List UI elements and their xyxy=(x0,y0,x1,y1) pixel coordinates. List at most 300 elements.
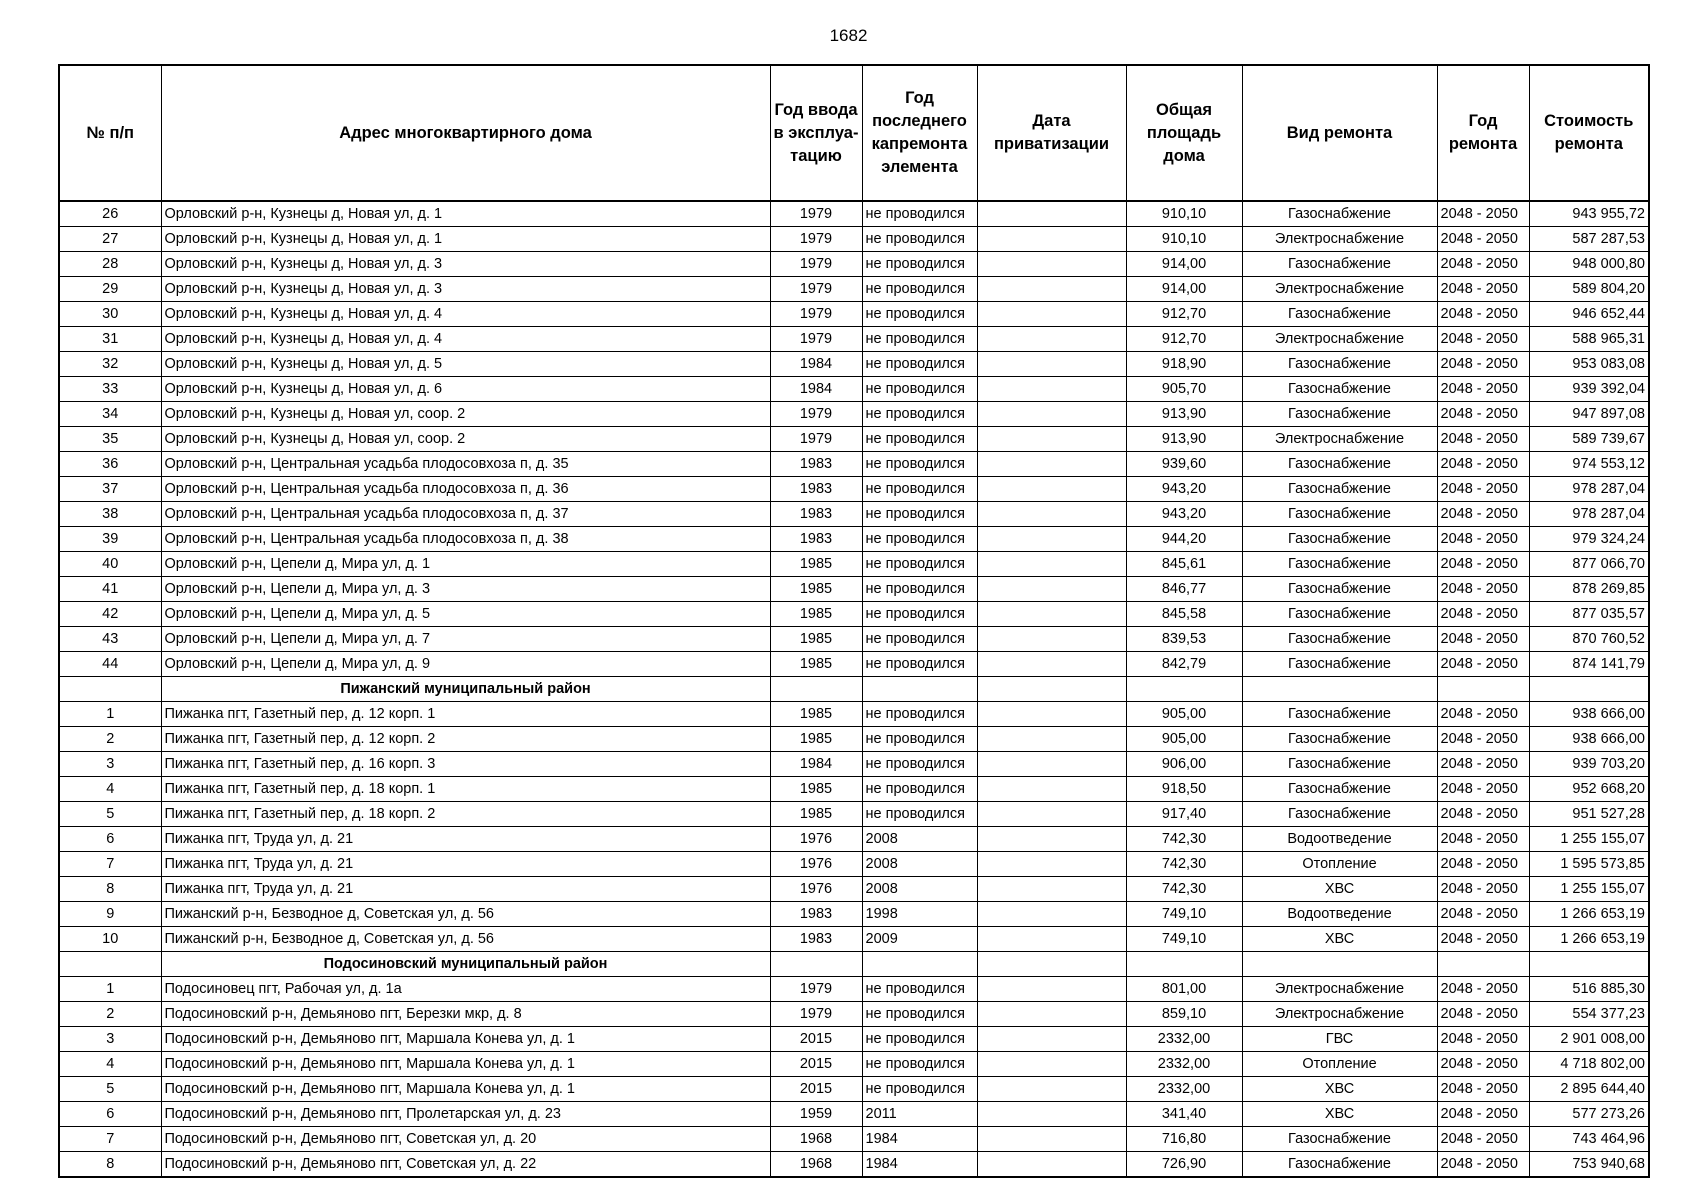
table-body xyxy=(59,201,1649,1177)
cell-last-repair: не проводился xyxy=(862,227,977,252)
cell-address: Пижанка пгт, Газетный пер, д. 18 корп. 2 xyxy=(161,802,770,827)
cell-repair-year: 2048 - 2050 xyxy=(1437,802,1529,827)
header-num: № п/п xyxy=(59,65,161,201)
cell-privatization xyxy=(977,527,1126,552)
cell-num: 42 xyxy=(59,602,161,627)
cell-area: 845,61 xyxy=(1126,552,1242,577)
cell-repair-year: 2048 - 2050 xyxy=(1437,902,1529,927)
cell-cost: 938 666,00 xyxy=(1529,702,1649,727)
cell-repair-type: ХВС xyxy=(1242,877,1437,902)
table-row xyxy=(59,702,1649,727)
cell-repair-year: 2048 - 2050 xyxy=(1437,201,1529,227)
cell-num: 28 xyxy=(59,252,161,277)
cell-area: 2332,00 xyxy=(1126,1077,1242,1102)
cell-year-built: 1979 xyxy=(770,227,862,252)
cell-repair-type: Водоотведение xyxy=(1242,902,1437,927)
cell-num: 1 xyxy=(59,977,161,1002)
cell-year-built: 2015 xyxy=(770,1052,862,1077)
cell-cost: 979 324,24 xyxy=(1529,527,1649,552)
cell-num: 44 xyxy=(59,652,161,677)
cell-num: 43 xyxy=(59,627,161,652)
empty-cell xyxy=(1437,952,1529,977)
cell-privatization xyxy=(977,302,1126,327)
cell-repair-year: 2048 - 2050 xyxy=(1437,1027,1529,1052)
cell-area: 905,00 xyxy=(1126,702,1242,727)
cell-cost: 587 287,53 xyxy=(1529,227,1649,252)
cell-address: Пижанский р-н, Безводное д, Советская ул, д. 56 xyxy=(161,927,770,952)
table-row xyxy=(59,552,1649,577)
cell-repair-type: Электроснабжение xyxy=(1242,977,1437,1002)
cell-year-built: 1979 xyxy=(770,427,862,452)
cell-year-built: 2015 xyxy=(770,1027,862,1052)
cell-cost: 516 885,30 xyxy=(1529,977,1649,1002)
cell-repair-type: Газоснабжение xyxy=(1242,477,1437,502)
cell-repair-type: Газоснабжение xyxy=(1242,802,1437,827)
cell-area: 910,10 xyxy=(1126,201,1242,227)
empty-cell xyxy=(1126,952,1242,977)
cell-year-built: 1985 xyxy=(770,652,862,677)
empty-cell xyxy=(1126,677,1242,702)
cell-privatization xyxy=(977,201,1126,227)
cell-repair-year: 2048 - 2050 xyxy=(1437,602,1529,627)
table-row xyxy=(59,802,1649,827)
header-privatization: Дата приватизации xyxy=(977,65,1126,201)
cell-year-built: 1985 xyxy=(770,602,862,627)
cell-repair-year: 2048 - 2050 xyxy=(1437,327,1529,352)
cell-cost: 939 703,20 xyxy=(1529,752,1649,777)
table-row xyxy=(59,277,1649,302)
cell-last-repair: не проводился xyxy=(862,477,977,502)
cell-repair-year: 2048 - 2050 xyxy=(1437,977,1529,1002)
cell-privatization xyxy=(977,502,1126,527)
cell-repair-type: Газоснабжение xyxy=(1242,777,1437,802)
table-row xyxy=(59,602,1649,627)
cell-num: 10 xyxy=(59,927,161,952)
empty-cell xyxy=(977,952,1126,977)
cell-area: 944,20 xyxy=(1126,527,1242,552)
table-row xyxy=(59,577,1649,602)
cell-repair-type: Электроснабжение xyxy=(1242,1002,1437,1027)
cell-last-repair: 2008 xyxy=(862,827,977,852)
cell-last-repair: не проводился xyxy=(862,452,977,477)
cell-year-built: 2015 xyxy=(770,1077,862,1102)
cell-address: Орловский р-н, Кузнецы д, Новая ул, д. 5 xyxy=(161,352,770,377)
cell-num: 8 xyxy=(59,877,161,902)
cell-num: 39 xyxy=(59,527,161,552)
cell-cost: 978 287,04 xyxy=(1529,502,1649,527)
cell-repair-year: 2048 - 2050 xyxy=(1437,527,1529,552)
header-year-built: Год ввода в эксплуа-тацию xyxy=(770,65,862,201)
cell-cost: 4 718 802,00 xyxy=(1529,1052,1649,1077)
cell-address: Пижанка пгт, Газетный пер, д. 16 корп. 3 xyxy=(161,752,770,777)
cell-repair-year: 2048 - 2050 xyxy=(1437,227,1529,252)
section-header-row xyxy=(59,952,1649,977)
cell-last-repair: не проводился xyxy=(862,627,977,652)
cell-area: 742,30 xyxy=(1126,827,1242,852)
cell-address: Орловский р-н, Кузнецы д, Новая ул, д. 3 xyxy=(161,277,770,302)
cell-repair-type: Электроснабжение xyxy=(1242,277,1437,302)
cell-num: 36 xyxy=(59,452,161,477)
cell-last-repair: 1984 xyxy=(862,1127,977,1152)
cell-last-repair: не проводился xyxy=(862,652,977,677)
cell-last-repair: не проводился xyxy=(862,1027,977,1052)
cell-address: Орловский р-н, Кузнецы д, Новая ул, д. 3 xyxy=(161,252,770,277)
table-header-row xyxy=(59,65,1649,201)
cell-last-repair: не проводился xyxy=(862,352,977,377)
cell-last-repair: не проводился xyxy=(862,252,977,277)
cell-address: Орловский р-н, Цепели д, Мира ул, д. 9 xyxy=(161,652,770,677)
cell-year-built: 1979 xyxy=(770,252,862,277)
cell-year-built: 1979 xyxy=(770,977,862,1002)
cell-repair-year: 2048 - 2050 xyxy=(1437,627,1529,652)
cell-year-built: 1985 xyxy=(770,777,862,802)
cell-repair-year: 2048 - 2050 xyxy=(1437,352,1529,377)
cell-cost: 877 035,57 xyxy=(1529,602,1649,627)
empty-cell xyxy=(770,677,862,702)
cell-repair-type: Газоснабжение xyxy=(1242,1127,1437,1152)
cell-address: Пижанка пгт, Труда ул, д. 21 xyxy=(161,852,770,877)
cell-year-built: 1984 xyxy=(770,352,862,377)
cell-cost: 974 553,12 xyxy=(1529,452,1649,477)
cell-year-built: 1979 xyxy=(770,1002,862,1027)
cell-repair-year: 2048 - 2050 xyxy=(1437,377,1529,402)
cell-cost: 874 141,79 xyxy=(1529,652,1649,677)
cell-last-repair: не проводился xyxy=(862,702,977,727)
cell-privatization xyxy=(977,277,1126,302)
table-row xyxy=(59,452,1649,477)
cell-address: Орловский р-н, Центральная усадьба плодосовхоза п, д. 38 xyxy=(161,527,770,552)
cell-repair-type: Газоснабжение xyxy=(1242,502,1437,527)
header-cost: Стоимость ремонта xyxy=(1529,65,1649,201)
cell-area: 749,10 xyxy=(1126,927,1242,952)
cell-num: 41 xyxy=(59,577,161,602)
cell-repair-type: Электроснабжение xyxy=(1242,327,1437,352)
cell-num: 34 xyxy=(59,402,161,427)
cell-repair-type: Водоотведение xyxy=(1242,827,1437,852)
cell-year-built: 1983 xyxy=(770,452,862,477)
table-row xyxy=(59,502,1649,527)
cell-privatization xyxy=(977,252,1126,277)
cell-last-repair: не проводился xyxy=(862,527,977,552)
cell-cost: 952 668,20 xyxy=(1529,777,1649,802)
cell-year-built: 1968 xyxy=(770,1127,862,1152)
cell-repair-type: Газоснабжение xyxy=(1242,727,1437,752)
cell-cost: 577 273,26 xyxy=(1529,1102,1649,1127)
cell-privatization xyxy=(977,752,1126,777)
cell-privatization xyxy=(977,602,1126,627)
cell-repair-type: ХВС xyxy=(1242,1077,1437,1102)
cell-repair-year: 2048 - 2050 xyxy=(1437,277,1529,302)
cell-cost: 939 392,04 xyxy=(1529,377,1649,402)
cell-address: Орловский р-н, Кузнецы д, Новая ул, соор. 2 xyxy=(161,427,770,452)
table-row xyxy=(59,352,1649,377)
cell-repair-year: 2048 - 2050 xyxy=(1437,427,1529,452)
cell-year-built: 1976 xyxy=(770,827,862,852)
cell-repair-type: Газоснабжение xyxy=(1242,552,1437,577)
cell-year-built: 1985 xyxy=(770,552,862,577)
cell-cost: 946 652,44 xyxy=(1529,302,1649,327)
housing-repair-table xyxy=(58,64,1650,1178)
cell-year-built: 1984 xyxy=(770,752,862,777)
cell-address: Орловский р-н, Кузнецы д, Новая ул, д. 6 xyxy=(161,377,770,402)
cell-cost: 951 527,28 xyxy=(1529,802,1649,827)
cell-privatization xyxy=(977,1127,1126,1152)
cell-last-repair: не проводился xyxy=(862,602,977,627)
cell-cost: 878 269,85 xyxy=(1529,577,1649,602)
cell-num: 4 xyxy=(59,777,161,802)
cell-address: Подосиновский р-н, Демьяново пгт, Маршала Конева ул, д. 1 xyxy=(161,1077,770,1102)
cell-privatization xyxy=(977,1102,1126,1127)
cell-num: 5 xyxy=(59,1077,161,1102)
cell-cost: 978 287,04 xyxy=(1529,477,1649,502)
cell-area: 845,58 xyxy=(1126,602,1242,627)
cell-cost: 1 266 653,19 xyxy=(1529,927,1649,952)
cell-repair-year: 2048 - 2050 xyxy=(1437,702,1529,727)
cell-cost: 953 083,08 xyxy=(1529,352,1649,377)
cell-repair-year: 2048 - 2050 xyxy=(1437,727,1529,752)
header-repair-type: Вид ремонта xyxy=(1242,65,1437,201)
cell-last-repair: 2008 xyxy=(862,877,977,902)
cell-privatization xyxy=(977,827,1126,852)
cell-area: 726,90 xyxy=(1126,1152,1242,1178)
cell-address: Пижанка пгт, Газетный пер, д. 12 корп. 2 xyxy=(161,727,770,752)
cell-num: 1 xyxy=(59,702,161,727)
cell-area: 2332,00 xyxy=(1126,1052,1242,1077)
table-row xyxy=(59,752,1649,777)
cell-privatization xyxy=(977,902,1126,927)
cell-privatization xyxy=(977,927,1126,952)
cell-privatization xyxy=(977,1052,1126,1077)
cell-last-repair: 2008 xyxy=(862,852,977,877)
cell-num: 30 xyxy=(59,302,161,327)
table-row xyxy=(59,902,1649,927)
cell-year-built: 1979 xyxy=(770,302,862,327)
header-area: Общая площадь дома xyxy=(1126,65,1242,201)
cell-repair-type: Газоснабжение xyxy=(1242,627,1437,652)
cell-num: 3 xyxy=(59,1027,161,1052)
cell-repair-type: Газоснабжение xyxy=(1242,302,1437,327)
cell-area: 742,30 xyxy=(1126,877,1242,902)
cell-repair-year: 2048 - 2050 xyxy=(1437,1002,1529,1027)
cell-repair-type: ХВС xyxy=(1242,927,1437,952)
cell-cost: 1 266 653,19 xyxy=(1529,902,1649,927)
cell-num: 7 xyxy=(59,852,161,877)
cell-address: Подосиновец пгт, Рабочая ул, д. 1а xyxy=(161,977,770,1002)
cell-repair-year: 2048 - 2050 xyxy=(1437,502,1529,527)
cell-num: 31 xyxy=(59,327,161,352)
empty-cell xyxy=(1437,677,1529,702)
table-row xyxy=(59,1077,1649,1102)
cell-area: 912,70 xyxy=(1126,302,1242,327)
section-title: Подосиновский муниципальный район xyxy=(161,952,770,977)
cell-cost: 938 666,00 xyxy=(1529,727,1649,752)
table-row xyxy=(59,1102,1649,1127)
cell-year-built: 1983 xyxy=(770,477,862,502)
cell-privatization xyxy=(977,852,1126,877)
cell-cost: 743 464,96 xyxy=(1529,1127,1649,1152)
cell-num: 9 xyxy=(59,902,161,927)
cell-privatization xyxy=(977,627,1126,652)
cell-num: 5 xyxy=(59,802,161,827)
cell-repair-year: 2048 - 2050 xyxy=(1437,877,1529,902)
table-row xyxy=(59,652,1649,677)
cell-year-built: 1984 xyxy=(770,377,862,402)
cell-last-repair: не проводился xyxy=(862,277,977,302)
cell-last-repair: не проводился xyxy=(862,777,977,802)
cell-repair-type: Газоснабжение xyxy=(1242,352,1437,377)
cell-area: 859,10 xyxy=(1126,1002,1242,1027)
empty-cell xyxy=(1242,952,1437,977)
cell-repair-type: Газоснабжение xyxy=(1242,377,1437,402)
cell-privatization xyxy=(977,652,1126,677)
cell-cost: 948 000,80 xyxy=(1529,252,1649,277)
cell-area: 918,90 xyxy=(1126,352,1242,377)
cell-year-built: 1976 xyxy=(770,877,862,902)
table-row xyxy=(59,1127,1649,1152)
cell-num: 38 xyxy=(59,502,161,527)
cell-address: Орловский р-н, Кузнецы д, Новая ул, д. 1 xyxy=(161,227,770,252)
cell-num: 27 xyxy=(59,227,161,252)
cell-year-built: 1983 xyxy=(770,927,862,952)
cell-year-built: 1985 xyxy=(770,702,862,727)
cell-year-built: 1979 xyxy=(770,201,862,227)
cell-privatization xyxy=(977,977,1126,1002)
cell-last-repair: 2011 xyxy=(862,1102,977,1127)
cell-repair-type: Отопление xyxy=(1242,852,1437,877)
cell-cost: 947 897,08 xyxy=(1529,402,1649,427)
cell-last-repair: 1998 xyxy=(862,902,977,927)
cell-address: Орловский р-н, Цепели д, Мира ул, д. 1 xyxy=(161,552,770,577)
cell-repair-type: Газоснабжение xyxy=(1242,201,1437,227)
cell-last-repair: не проводился xyxy=(862,727,977,752)
cell-area: 801,00 xyxy=(1126,977,1242,1002)
cell-address: Пижанка пгт, Труда ул, д. 21 xyxy=(161,827,770,852)
cell-privatization xyxy=(977,1002,1126,1027)
table-row xyxy=(59,252,1649,277)
cell-last-repair: не проводился xyxy=(862,201,977,227)
cell-privatization xyxy=(977,727,1126,752)
cell-repair-year: 2048 - 2050 xyxy=(1437,552,1529,577)
cell-privatization xyxy=(977,702,1126,727)
empty-cell xyxy=(770,952,862,977)
table-row xyxy=(59,327,1649,352)
cell-privatization xyxy=(977,377,1126,402)
cell-last-repair: не проводился xyxy=(862,1052,977,1077)
cell-address: Подосиновский р-н, Демьяново пгт, Пролетарская ул, д. 23 xyxy=(161,1102,770,1127)
cell-repair-type: Электроснабжение xyxy=(1242,427,1437,452)
cell-repair-year: 2048 - 2050 xyxy=(1437,927,1529,952)
cell-area: 917,40 xyxy=(1126,802,1242,827)
empty-cell xyxy=(1242,677,1437,702)
empty-cell xyxy=(862,952,977,977)
section-header-row xyxy=(59,677,1649,702)
cell-privatization xyxy=(977,802,1126,827)
empty-cell xyxy=(1529,952,1649,977)
cell-privatization xyxy=(977,427,1126,452)
cell-year-built: 1968 xyxy=(770,1152,862,1178)
cell-repair-year: 2048 - 2050 xyxy=(1437,1127,1529,1152)
cell-last-repair: не проводился xyxy=(862,577,977,602)
cell-year-built: 1959 xyxy=(770,1102,862,1127)
cell-address: Орловский р-н, Кузнецы д, Новая ул, д. 4 xyxy=(161,302,770,327)
cell-num: 32 xyxy=(59,352,161,377)
cell-repair-type: Газоснабжение xyxy=(1242,1152,1437,1178)
header-address: Адрес многоквартирного дома xyxy=(161,65,770,201)
cell-area: 939,60 xyxy=(1126,452,1242,477)
cell-cost: 1 255 155,07 xyxy=(1529,877,1649,902)
cell-last-repair: не проводился xyxy=(862,1077,977,1102)
section-title: Пижанский муниципальный район xyxy=(161,677,770,702)
table-row xyxy=(59,927,1649,952)
cell-area: 914,00 xyxy=(1126,252,1242,277)
cell-repair-type: Газоснабжение xyxy=(1242,527,1437,552)
cell-address: Орловский р-н, Центральная усадьба плодосовхоза п, д. 37 xyxy=(161,502,770,527)
cell-area: 943,20 xyxy=(1126,502,1242,527)
cell-repair-type: Газоснабжение xyxy=(1242,652,1437,677)
cell-last-repair: не проводился xyxy=(862,1002,977,1027)
cell-cost: 943 955,72 xyxy=(1529,201,1649,227)
table-row xyxy=(59,477,1649,502)
table-row xyxy=(59,852,1649,877)
cell-repair-type: ГВС xyxy=(1242,1027,1437,1052)
cell-cost: 877 066,70 xyxy=(1529,552,1649,577)
cell-area: 906,00 xyxy=(1126,752,1242,777)
cell-last-repair: не проводился xyxy=(862,327,977,352)
table-row xyxy=(59,727,1649,752)
cell-privatization xyxy=(977,352,1126,377)
cell-year-built: 1985 xyxy=(770,577,862,602)
cell-year-built: 1983 xyxy=(770,527,862,552)
table-row xyxy=(59,227,1649,252)
cell-repair-year: 2048 - 2050 xyxy=(1437,652,1529,677)
cell-repair-year: 2048 - 2050 xyxy=(1437,477,1529,502)
table-row xyxy=(59,402,1649,427)
cell-address: Орловский р-н, Центральная усадьба плодосовхоза п, д. 36 xyxy=(161,477,770,502)
cell-repair-type: Газоснабжение xyxy=(1242,702,1437,727)
empty-cell xyxy=(862,677,977,702)
empty-cell xyxy=(977,677,1126,702)
cell-repair-type: Газоснабжение xyxy=(1242,752,1437,777)
header-repair-year: Год ремонта xyxy=(1437,65,1529,201)
table-row xyxy=(59,302,1649,327)
cell-cost: 1 595 573,85 xyxy=(1529,852,1649,877)
cell-address: Орловский р-н, Цепели д, Мира ул, д. 3 xyxy=(161,577,770,602)
table-row xyxy=(59,427,1649,452)
cell-address: Орловский р-н, Кузнецы д, Новая ул, соор. 2 xyxy=(161,402,770,427)
cell-repair-type: Газоснабжение xyxy=(1242,602,1437,627)
cell-address: Пижанский р-н, Безводное д, Советская ул, д. 56 xyxy=(161,902,770,927)
cell-repair-year: 2048 - 2050 xyxy=(1437,1077,1529,1102)
cell-last-repair: не проводился xyxy=(862,377,977,402)
cell-repair-year: 2048 - 2050 xyxy=(1437,252,1529,277)
cell-cost: 753 940,68 xyxy=(1529,1152,1649,1178)
cell-repair-year: 2048 - 2050 xyxy=(1437,452,1529,477)
cell-cost: 588 965,31 xyxy=(1529,327,1649,352)
cell-repair-year: 2048 - 2050 xyxy=(1437,1152,1529,1178)
cell-num: 2 xyxy=(59,727,161,752)
cell-area: 905,70 xyxy=(1126,377,1242,402)
cell-area: 749,10 xyxy=(1126,902,1242,927)
cell-privatization xyxy=(977,777,1126,802)
cell-area: 913,90 xyxy=(1126,427,1242,452)
cell-address: Пижанка пгт, Труда ул, д. 21 xyxy=(161,877,770,902)
cell-repair-year: 2048 - 2050 xyxy=(1437,1102,1529,1127)
cell-repair-type: Газоснабжение xyxy=(1242,452,1437,477)
cell-last-repair: не проводился xyxy=(862,402,977,427)
table-row xyxy=(59,527,1649,552)
cell-year-built: 1976 xyxy=(770,852,862,877)
cell-repair-type: ХВС xyxy=(1242,1102,1437,1127)
